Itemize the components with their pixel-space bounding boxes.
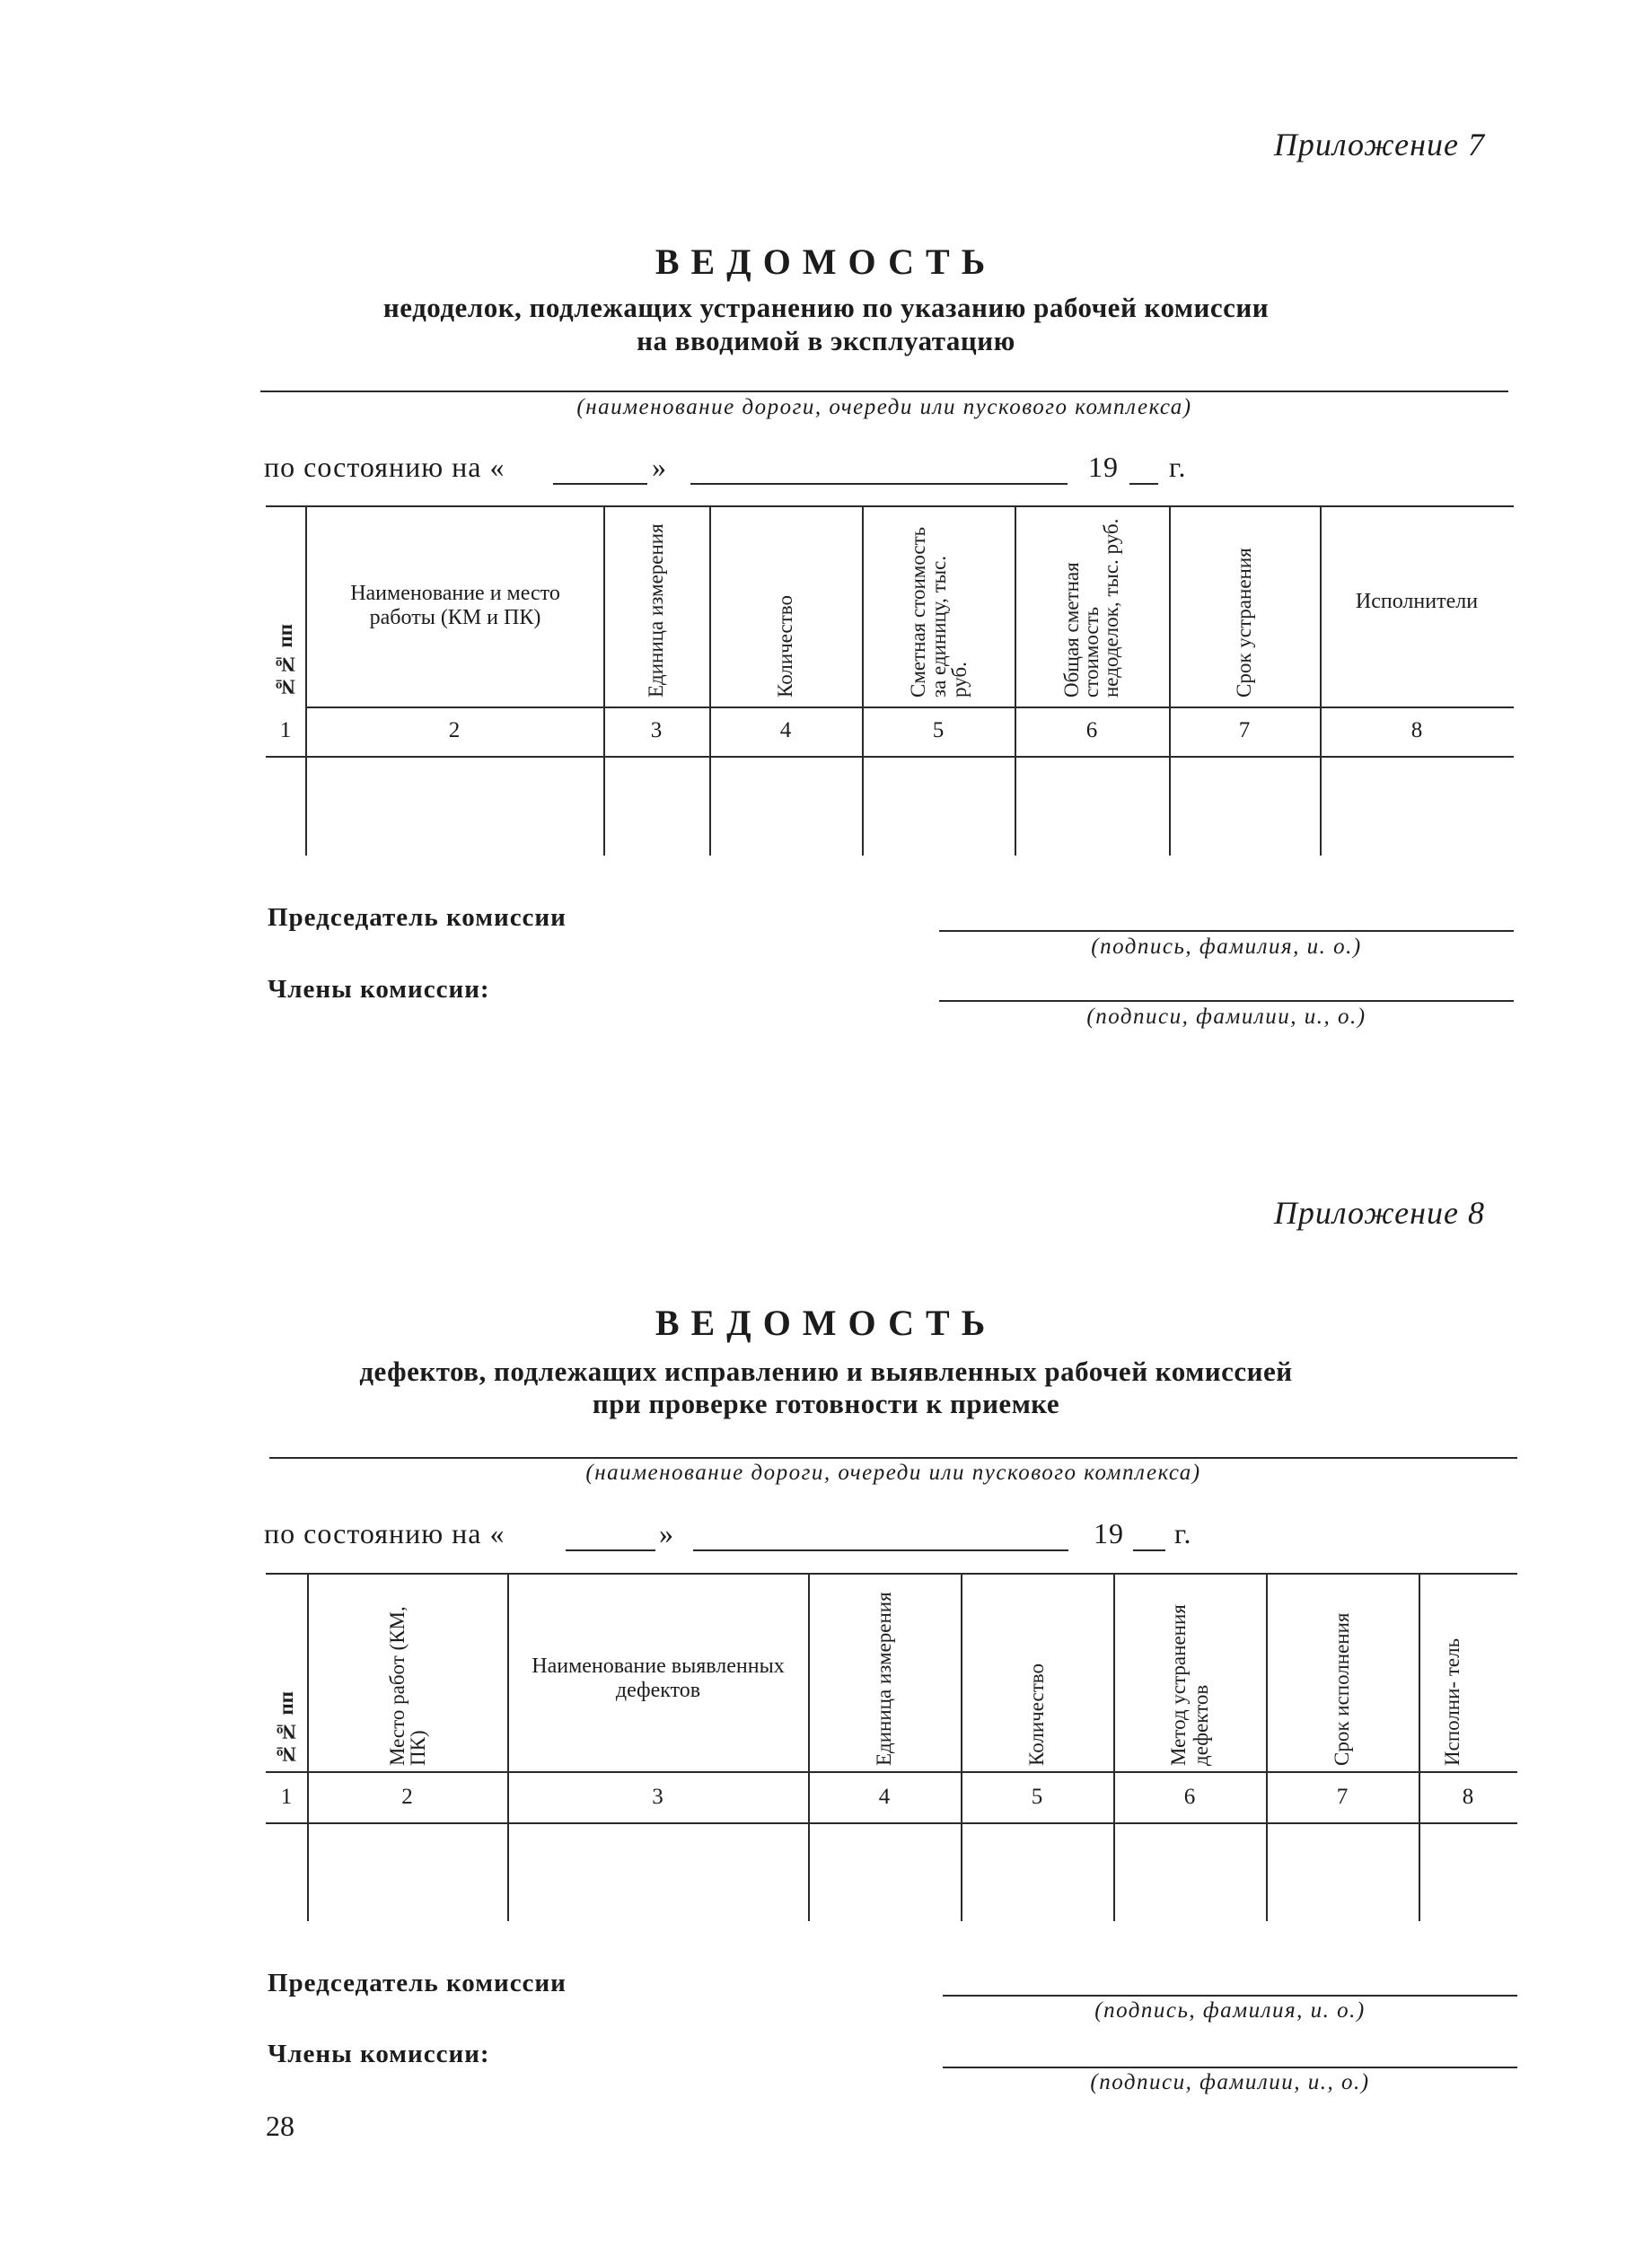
col-header-7-7: Срок устранения xyxy=(1233,548,1255,698)
chairman-label-7: Председатель комиссии xyxy=(268,903,567,932)
col-number-8-4: 4 xyxy=(878,1785,891,1809)
month-blank-8[interactable] xyxy=(693,1549,1068,1551)
document-subtitle-7-line1: недоделок, подлежащих устранению по указанию рабочей комиссии xyxy=(382,292,1270,323)
name-caption-7: (наименование дороги, очереди или пускового комплекса) xyxy=(576,395,1192,419)
col-number-7-2: 2 xyxy=(448,718,461,742)
col-header-8-2: Место работ (КМ, ПК) xyxy=(385,1606,429,1766)
col-header-8-7: Срок исполнения xyxy=(1331,1612,1353,1766)
members-label-8: Члены комиссии: xyxy=(268,2040,490,2068)
col-number-7-6: 6 xyxy=(1085,718,1098,742)
col-number-7-5: 5 xyxy=(932,718,945,742)
col-header-8-8: Исполни- тель xyxy=(1441,1637,1463,1766)
chairman-caption-7: (подпись, фамилия, и. о.) xyxy=(1091,935,1362,959)
col-header-8-4: Единица измерения xyxy=(873,1592,895,1766)
chairman-signature-line-7[interactable] xyxy=(939,930,1514,932)
col-number-7-4: 4 xyxy=(779,718,792,742)
members-signature-line-8[interactable] xyxy=(943,2067,1517,2068)
col-number-8-8: 8 xyxy=(1462,1785,1474,1809)
members-label-7: Члены комиссии: xyxy=(268,975,490,1004)
name-caption-8: (наименование дороги, очереди или пускового комплекса) xyxy=(585,1461,1201,1485)
state-year-suffix-7: г. xyxy=(1169,451,1187,483)
col-number-8-2: 2 xyxy=(401,1785,413,1809)
state-quote-close-7: » xyxy=(652,451,667,483)
year-blank-8[interactable] xyxy=(1133,1549,1165,1551)
members-caption-8: (подписи, фамилии, и., о.) xyxy=(1090,2070,1370,2094)
month-blank-7[interactable] xyxy=(690,483,1068,485)
col-header-8-6: Метод устранения дефектов xyxy=(1167,1604,1212,1766)
col-header-7-4: Количество xyxy=(774,595,796,698)
document-title-8: ВЕДОМОСТЬ xyxy=(655,1303,997,1343)
state-prefix-8: по состоянию на « xyxy=(264,1517,505,1549)
col-number-7-7: 7 xyxy=(1238,718,1251,742)
state-year-suffix-8: г. xyxy=(1174,1517,1192,1549)
col-header-7-8: Исполнители xyxy=(1355,589,1479,613)
col-number-7-8: 8 xyxy=(1410,718,1423,742)
day-blank-8[interactable] xyxy=(566,1549,655,1551)
col-number-8-3: 3 xyxy=(652,1785,663,1809)
state-year-7: 19 xyxy=(1088,451,1119,483)
col-header-7-3: Единица измерения xyxy=(645,523,667,698)
col-number-8-5: 5 xyxy=(1031,1785,1043,1809)
col-number-8-6: 6 xyxy=(1183,1785,1196,1809)
year-blank-7[interactable] xyxy=(1129,483,1158,485)
day-blank-7[interactable] xyxy=(553,483,647,485)
members-signature-line-7[interactable] xyxy=(939,1000,1514,1002)
document-title-7: ВЕДОМОСТЬ xyxy=(655,241,997,282)
chairman-caption-8: (подпись, фамилия, и. о.) xyxy=(1094,1998,1366,2023)
appendix-7-label: Приложение 7 xyxy=(1273,127,1485,162)
state-row-7 xyxy=(264,451,1252,490)
state-row-8 xyxy=(264,1517,1252,1557)
members-caption-7: (подписи, фамилии, и., о.) xyxy=(1086,1005,1366,1029)
col-header-7-2: Наименование и место работы (КМ и ПК) xyxy=(350,582,560,629)
chairman-label-8: Председатель комиссии xyxy=(268,1969,567,1997)
col-header-7-6: Общая сметная стоимость недоделок, тыс. руб. xyxy=(1060,518,1122,698)
col-number-8-7: 7 xyxy=(1336,1785,1349,1809)
name-line-7 xyxy=(260,391,1508,392)
state-prefix-7: по состоянию на « xyxy=(264,451,505,483)
col-header-7-5: Сметная стоимость за единицу, тыс. руб. xyxy=(906,526,971,698)
col-header-8-1: №№ пп xyxy=(275,1690,297,1765)
col-header-7-1: №№ пп xyxy=(274,623,296,698)
col-header-8-5: Количество xyxy=(1025,1663,1048,1766)
col-header-8-3: Наименование выявленных дефектов xyxy=(532,1655,785,1702)
state-quote-close-8: » xyxy=(659,1517,674,1549)
document-subtitle-8-line2: при проверке готовности к приемке xyxy=(592,1388,1060,1419)
col-number-8-1: 1 xyxy=(280,1785,293,1809)
document-subtitle-8-line1: дефектов, подлежащих исправлению и выявленных рабочей комиссией xyxy=(359,1356,1293,1387)
name-line-8 xyxy=(269,1457,1517,1459)
state-year-8: 19 xyxy=(1094,1517,1124,1549)
document-subtitle-7-line2: на вводимой в эксплуатацию xyxy=(637,325,1015,356)
col-number-7-3: 3 xyxy=(650,718,663,742)
chairman-signature-line-8[interactable] xyxy=(943,1995,1517,1997)
col-number-7-1: 1 xyxy=(279,718,292,742)
appendix-8-label: Приложение 8 xyxy=(1273,1195,1485,1231)
page-number: 28 xyxy=(266,2110,294,2142)
